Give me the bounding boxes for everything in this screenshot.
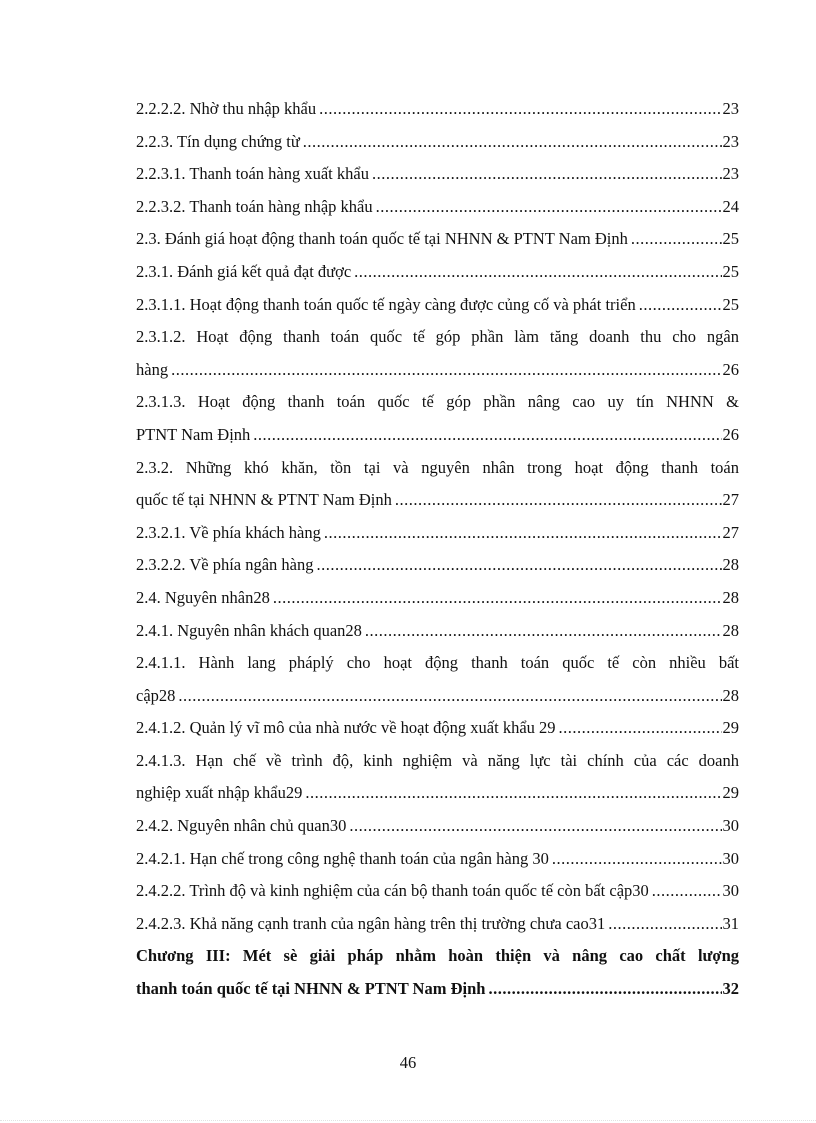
toc-entry-page: 24 [722, 196, 739, 216]
toc-entry [136, 647, 739, 712]
toc-entry-page: 23 [722, 164, 739, 184]
toc-entry-continuation [136, 680, 739, 713]
toc-entry-title: quốc tế tại NHNN & PTNT Nam Định [136, 490, 392, 510]
toc-entry-page: 30 [722, 848, 739, 868]
toc-entry-continuation [136, 484, 739, 517]
toc-entry [136, 517, 739, 550]
table-of-contents [136, 93, 739, 1006]
toc-entry-title: 2.2.3.2. Thanh toán hàng nhập khẩu [136, 196, 373, 216]
dot-leader [324, 517, 722, 550]
toc-entry-continuation [136, 419, 739, 452]
toc-entry [136, 93, 739, 126]
toc-entry-title: hàng [136, 359, 169, 379]
dot-leader [178, 680, 721, 713]
toc-entry-title: 2.3.2.2. Về phía ngân hàng [136, 555, 314, 575]
toc-entry [136, 386, 739, 451]
toc-entry-page: 30 [722, 881, 739, 901]
toc-entry [136, 908, 739, 941]
bottom-dotted-rule [0, 1120, 816, 1121]
dot-leader [354, 256, 721, 289]
toc-entry-page: 29 [722, 783, 739, 803]
toc-entry [136, 810, 739, 843]
toc-entry [136, 843, 739, 876]
toc-entry-continuation [136, 354, 739, 387]
toc-entry-page: 28 [722, 555, 739, 575]
toc-entry-title: 2.3. Đánh giá hoạt động thanh toán quốc tế tại NHNN & PTNT Nam Định [136, 229, 628, 249]
toc-entry-title: cập28 [136, 685, 176, 705]
toc-entry-page: 28 [722, 587, 739, 607]
dot-leader [488, 973, 721, 1006]
toc-entry-title: 2.4.1.1. Hành lang pháplý cho hoạt động thanh toán quốc tế còn nhiều bất [136, 653, 739, 673]
toc-entry [136, 549, 739, 582]
toc-entry-continuation [136, 777, 739, 810]
toc-entry-page: 25 [722, 261, 739, 281]
toc-entry [136, 289, 739, 322]
dot-leader [303, 126, 722, 159]
toc-entry-title: nghiệp xuất nhập khẩu29 [136, 783, 303, 803]
toc-entry-title: 2.3.1. Đánh giá kết quả đạt được [136, 261, 352, 281]
dot-leader [652, 875, 722, 908]
dot-leader [319, 93, 721, 126]
toc-entry-page: 25 [722, 229, 739, 249]
toc-entry [136, 615, 739, 648]
toc-entry-page: 30 [722, 816, 739, 836]
toc-entry [136, 256, 739, 289]
toc-entry [136, 582, 739, 615]
dot-leader [372, 158, 722, 191]
toc-entry [136, 745, 739, 810]
toc-entry-page: 23 [722, 99, 739, 118]
dot-leader [395, 484, 722, 517]
toc-entry-page: 27 [722, 522, 739, 542]
dot-leader [365, 615, 722, 648]
toc-entry-page: 26 [722, 359, 739, 379]
dot-leader [273, 582, 722, 615]
toc-entry-page: 28 [722, 620, 739, 640]
dot-leader [305, 777, 721, 810]
toc-entry-title: 2.4.2.2. Trình độ và kinh nghiệm của cán bộ thanh toán quốc tế còn bất cập30 [136, 881, 649, 901]
toc-entry-title: Chương III: Mét sè giải pháp nhằm hoàn thiện và nâng cao chất lượng [136, 946, 739, 966]
dot-leader [608, 908, 721, 941]
toc-entry-title: 2.3.2. Những khó khăn, tồn tại và nguyên nhân trong hoạt động thanh toán [136, 457, 739, 477]
toc-entry-title: 2.4.1.3. Hạn chế về trình độ, kinh nghiệm và năng lực tài chính của các doanh [136, 750, 739, 770]
dot-leader [253, 419, 721, 452]
dot-leader [349, 810, 721, 843]
dot-leader [317, 549, 722, 582]
toc-entry-title: 2.4.2. Nguyên nhân chủ quan30 [136, 816, 347, 836]
toc-entry-title: 2.4.1.2. Quản lý vĩ mô của nhà nước về hoạt động xuất khẩu 29 [136, 718, 556, 738]
toc-entry [136, 223, 739, 256]
toc-entry-page: 23 [722, 131, 739, 151]
toc-entry [136, 940, 739, 1005]
toc-entry-title: 2.3.1.1. Hoạt động thanh toán quốc tế ngày càng được củng cố và phát triển [136, 294, 636, 314]
toc-entry-page: 26 [722, 424, 739, 444]
toc-entry-title: 2.4.1. Nguyên nhân khách quan28 [136, 620, 362, 640]
dot-leader [631, 223, 722, 256]
toc-entry-page: 27 [722, 490, 739, 510]
toc-entry-title: 2.4.2.3. Khả năng cạnh tranh của ngân hàng trên thị trường chưa cao31 [136, 913, 606, 933]
dot-leader [171, 354, 721, 387]
toc-entry-title: 2.2.3.1. Thanh toán hàng xuất khẩu [136, 164, 369, 184]
toc-entry-title: 2.2.2.2. Nhờ thu nhập khẩu [136, 99, 317, 118]
toc-entry-continuation [136, 973, 739, 1006]
dot-leader [559, 712, 722, 745]
toc-entry-title: 2.4. Nguyên nhân28 [136, 587, 270, 607]
toc-entry [136, 875, 739, 908]
toc-entry [136, 452, 739, 517]
toc-entry-page: 31 [722, 913, 739, 933]
toc-entry-title: 2.4.2.1. Hạn chế trong công nghệ thanh toán của ngân hàng 30 [136, 848, 549, 868]
toc-entry-title: PTNT Nam Định [136, 424, 251, 444]
toc-entry [136, 158, 739, 191]
toc-entry [136, 191, 739, 224]
toc-entry [136, 126, 739, 159]
toc-entry-title: 2.3.1.3. Hoạt động thanh toán quốc tế góp phần nâng cao uy tín NHNN & [136, 392, 739, 412]
dot-leader [552, 843, 722, 876]
dot-leader [639, 289, 722, 322]
toc-entry-title: thanh toán quốc tế tại NHNN & PTNT Nam Định [136, 979, 486, 999]
toc-entry-title: 2.3.1.2. Hoạt động thanh toán quốc tế góp phần làm tăng doanh thu cho ngân [136, 327, 739, 347]
toc-entry-page: 29 [722, 718, 739, 738]
dot-leader [376, 191, 722, 224]
toc-entry-page: 28 [722, 685, 739, 705]
toc-entry [136, 712, 739, 745]
toc-entry-page: 25 [722, 294, 739, 314]
toc-entry [136, 321, 739, 386]
toc-entry-title: 2.2.3. Tín dụng chứng từ [136, 131, 300, 151]
toc-entry-title: 2.3.2.1. Về phía khách hàng [136, 522, 321, 542]
page-number: 46 [399, 1053, 417, 1072]
toc-entry-page: 32 [722, 979, 739, 999]
